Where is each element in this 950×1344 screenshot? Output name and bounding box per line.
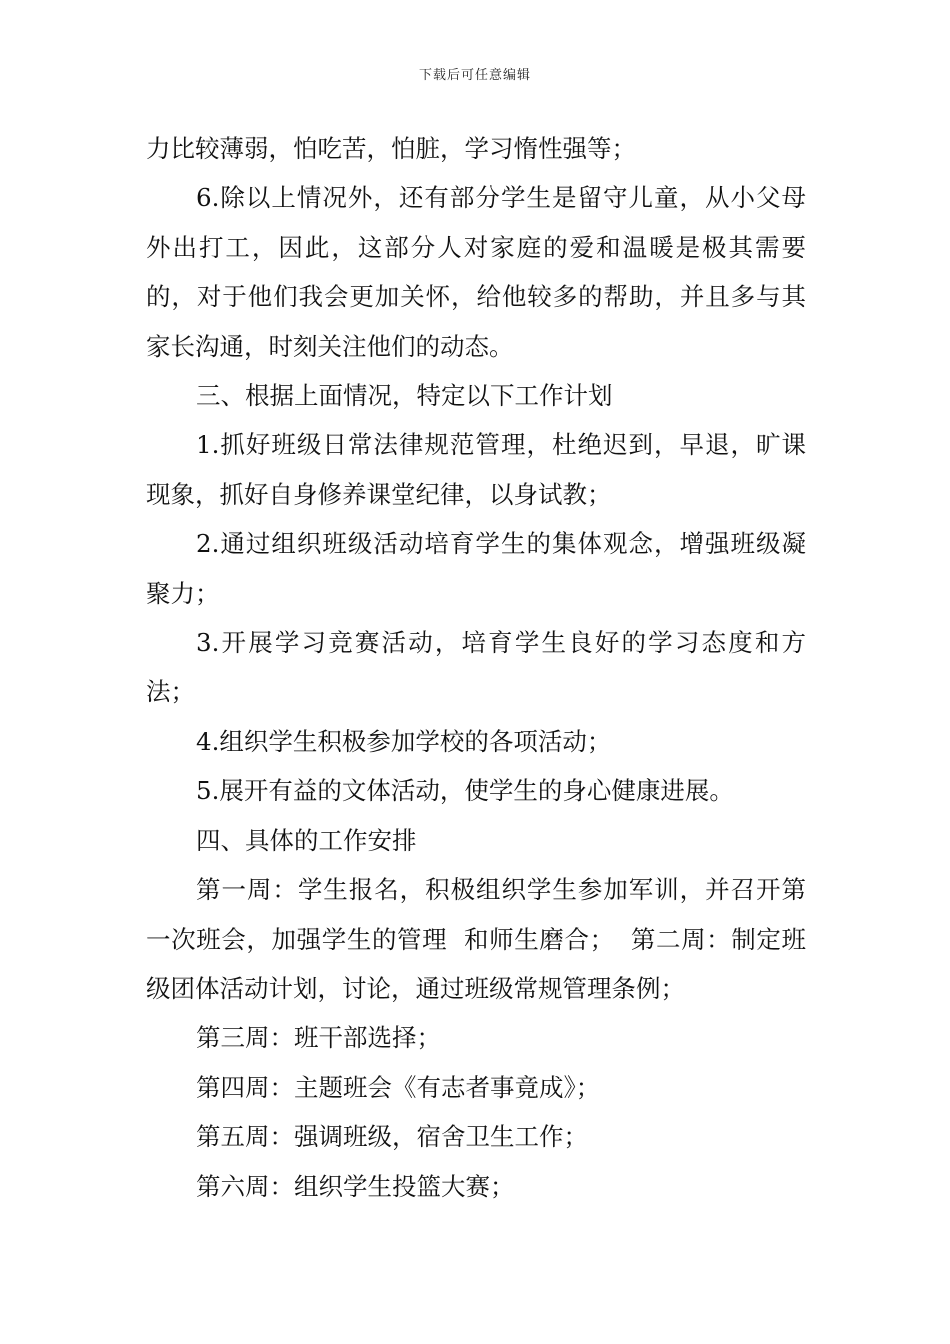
plan-item-1: 1.抓好班级日常法律规范管理，杜绝迟到，早退，旷课现象，抓好自身修养课堂纪律，以身试教； [146, 430, 806, 509]
page-header-note: 下载后可任意编辑 [418, 68, 531, 83]
section-heading-3: 三、根据上面情况，特定以下工作计划 [196, 381, 613, 411]
schedule-week-4: 第四周：主题班会《有志者事竟成》； [196, 1072, 601, 1102]
schedule-week-3: 第三周：班干部选择； [196, 1023, 441, 1053]
paragraph-1: 6.除以上情况外，还有部分学生是留守儿童，从小父母外出打工，因此，这部分人对家庭的爱和温暖是极其需要的，对于他们我会更加关怀，给他较多的帮助，并且多与其家长沟通，时刻关注他们的动态。 [146, 183, 806, 361]
schedule-week-6: 第六周：组织学生投篮大赛； [196, 1171, 515, 1201]
plan-item-3: 3.开展学习竞赛活动，培育学生良好的学习态度和方法； [146, 628, 806, 707]
schedule-week-5: 第五周：强调班级，宿舍卫生工作； [196, 1122, 588, 1152]
section-heading-4: 四、具体的工作安排 [196, 825, 417, 855]
document-body [146, 124, 806, 1211]
plan-item-5: 5.展开有益的文体活动，使学生的身心健康进展。 [196, 776, 734, 806]
plan-item-2: 2.通过组织班级活动培育学生的集体观念，增强班级凝聚力； [146, 529, 806, 608]
paragraph-0: 力比较薄弱，怕吃苦，怕脏，学习惰性强等； [146, 134, 636, 163]
plan-item-4: 4.组织学生积极参加学校的各项活动； [196, 726, 612, 756]
schedule-week-1-2: 第一周：学生报名，积极组织学生参加军训，并召开第一次班会，加强学生的管理 和师生磨合； 第二周：制定班级团体活动计划，讨论，通过班级常规管理条例； [146, 875, 806, 1003]
